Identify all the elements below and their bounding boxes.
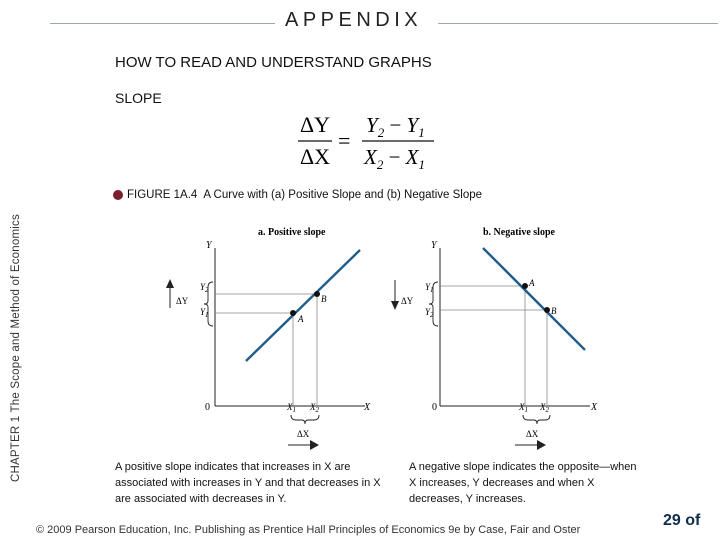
panel-b-description: A negative slope indicates the opposite—when X increases, Y decreases and when X decreases, Y increases. [409, 461, 637, 505]
formula-rhs-denominator: $X_2 - X_1$ [364, 145, 425, 172]
panel-b-point-a-label: A [529, 278, 535, 288]
panel-b-title: b. Negative slope [483, 227, 555, 238]
panel-a-point-b-label: B [321, 294, 327, 304]
header-rule-right [438, 23, 718, 24]
formula-rhs-numerator: $Y_2 - Y_1$ [366, 113, 425, 140]
panel-a-x-brace [291, 415, 319, 424]
panel-a-x1-label: $X_1$ [287, 402, 296, 414]
panel-b-delta-x-label: ΔX [526, 429, 539, 439]
panel-a-point-a-label: A [298, 314, 304, 324]
panel-b-graph [385, 218, 610, 452]
formula-lhs-numerator: ΔY [300, 112, 331, 137]
slope-formula [292, 108, 442, 174]
panel-b-right-arrow-head [537, 440, 546, 450]
panel-a-x-axis-label: X [364, 402, 371, 413]
panel-a-graph [160, 218, 385, 452]
formula-lhs-denominator: ΔX [300, 144, 331, 169]
panel-a-description: A positive slope indicates that increases in X are associated with increases in Y and that decreases in X are associated with decreases in Y. [115, 461, 381, 505]
panel-a-point-a [290, 310, 296, 316]
panel-b-x-axis-label: X [591, 402, 598, 413]
chapter-side-caption: CHAPTER 1 The Scope and Method of Economics [10, 214, 22, 482]
panel-b-down-arrow-head [391, 301, 399, 310]
panel-a-y1-label: $Y_1$ [200, 307, 209, 319]
panel-a-delta-x-label: ΔX [297, 429, 310, 439]
panel-b-y-axis-label: Y [431, 240, 437, 251]
panel-a-up-arrow-head [166, 279, 174, 288]
panel-b-delta-y-label: ΔY [401, 296, 414, 306]
panel-a-delta-y-label: ΔY [176, 296, 189, 306]
panel-a-right-arrow-head [310, 440, 319, 450]
panel-b-y1-label: $Y_1$ [425, 282, 434, 294]
panel-b-point-b [544, 307, 550, 313]
panel-b-point-b-label: B [551, 306, 557, 316]
panel-b-curve [483, 248, 585, 350]
panel-a-y2-label: $Y_2$ [200, 282, 209, 294]
figure-caption [113, 189, 482, 201]
appendix-title: APPENDIX [285, 9, 423, 31]
page-number: 29 of [663, 512, 701, 529]
panel-a-y-axis-label: Y [206, 240, 212, 251]
panel-a-title: a. Positive slope [258, 227, 326, 238]
figure-bullet-icon [113, 190, 123, 200]
panel-b-x2-label: $X_2$ [540, 402, 549, 414]
panel-b-x-brace [523, 415, 550, 424]
panel-a-point-b [314, 291, 320, 297]
header-rule-left [50, 23, 275, 24]
panel-a-x2-label: $X_2$ [310, 402, 319, 414]
panel-b-y2-label: $Y_2$ [425, 307, 434, 319]
panel-a-origin-label: 0 [205, 402, 210, 413]
figure-number: FIGURE 1A.4 [127, 189, 198, 201]
formula-equals: = [338, 128, 351, 153]
panel-a-curve [246, 250, 360, 361]
figure-title: A Curve with (a) Positive Slope and (b) Negative Slope [203, 189, 483, 201]
slope-label: SLOPE [115, 90, 162, 106]
section-title: HOW TO READ AND UNDERSTAND GRAPHS [115, 54, 432, 71]
panel-b-origin-label: 0 [432, 402, 437, 413]
footer-copyright: © 2009 Pearson Education, Inc. Publishing as Prentice Hall Principles of Economics 9e by Case, Fair and Oster [36, 524, 581, 536]
panel-b-x1-label: $X_1$ [519, 402, 528, 414]
panel-b-point-a [522, 283, 528, 289]
